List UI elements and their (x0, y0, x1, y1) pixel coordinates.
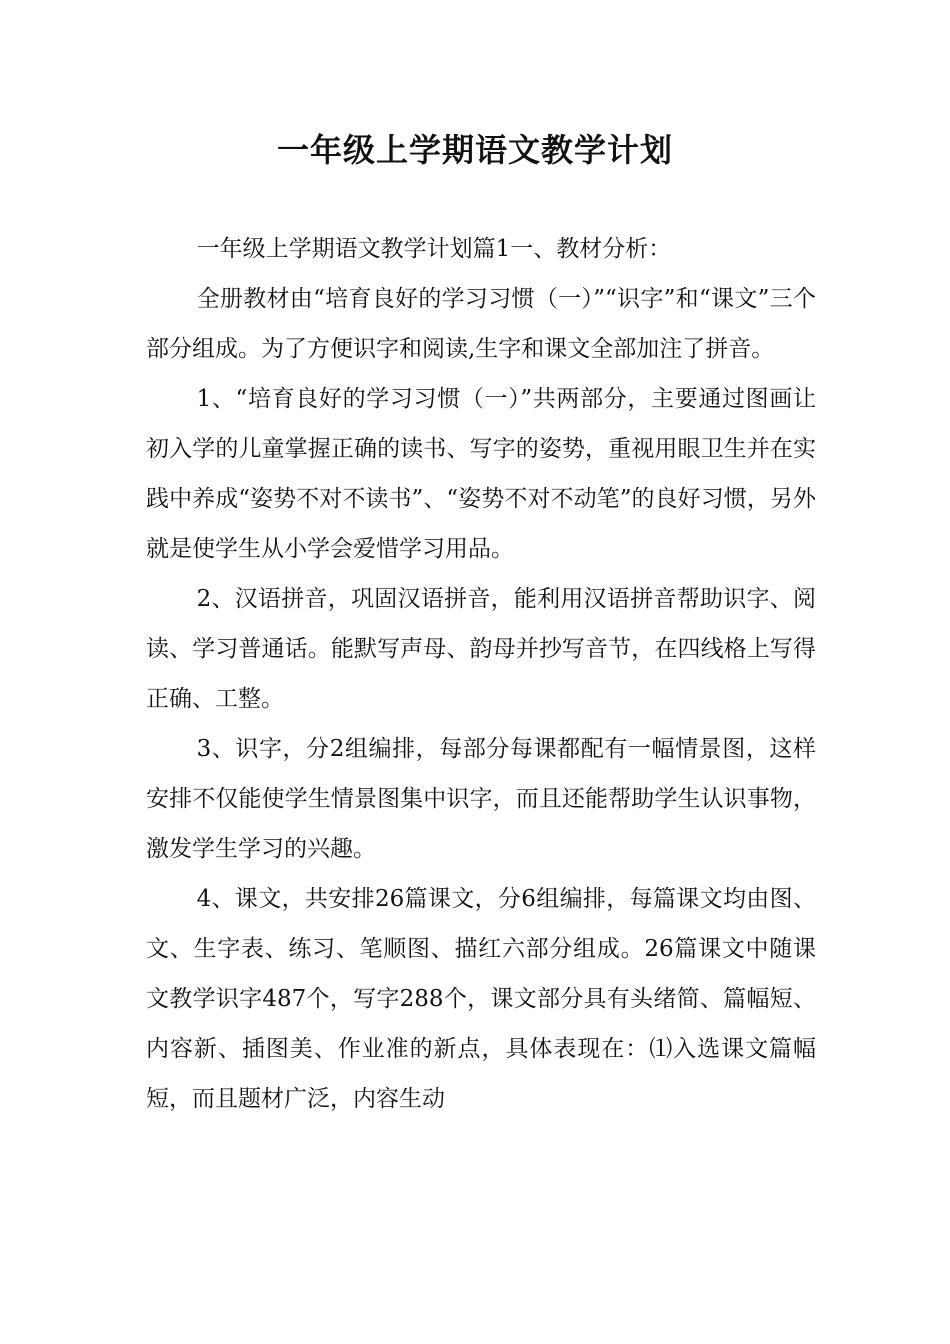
paragraph-item-1: 1、“培育良好的学习习惯（一）”共两部分，主要通过图画让初入学的儿童掌握正确的读书、写字的姿势，重视用眼卫生并在实践中养成“姿势不对不读书”、“姿势不对不动笔”的良好习惯，另外就是使学生从小学会爱惜学习用品。 (146, 386, 816, 562)
paragraph-item-3: 3、识字，分2组编排，每部分每课都配有一幅情景图，这样安排不仅能使学生情景图集中识字，而且还能帮助学生认识事物，激发学生学习的兴趣。 (146, 736, 816, 862)
paragraph-intro: 一年级上学期语文教学计划篇1一、教材分析： (196, 236, 672, 262)
paragraph-item-2: 2、汉语拼音，巩固汉语拼音，能利用汉语拼音帮助识字、阅读、学习普通话。能默写声母、韵母并抄写音节，在四线格上写得正确、工整。 (146, 586, 816, 712)
paragraph-overview: 全册教材由“培育良好的学习习惯（一）”“识字”和“课文”三个部分组成。为了方便识字和阅读,生字和课文全部加注了拼音。 (146, 286, 816, 362)
paragraph-item-4: 4、课文，共安排26篇课文，分6组编排，每篇课文均由图、文、生字表、练习、笔顺图、描红六部分组成。26篇课文中随课文教学识字487个，写字288个，课文部分具有头绪简、篇幅短、内容新、插图美、作业准的新点，具体表现在：⑴入选课文篇幅短，而且题材广泛，内容生动 (146, 886, 816, 1112)
document-title: 一年级上学期语文教学计划 (276, 131, 673, 169)
document-body (146, 224, 816, 1124)
